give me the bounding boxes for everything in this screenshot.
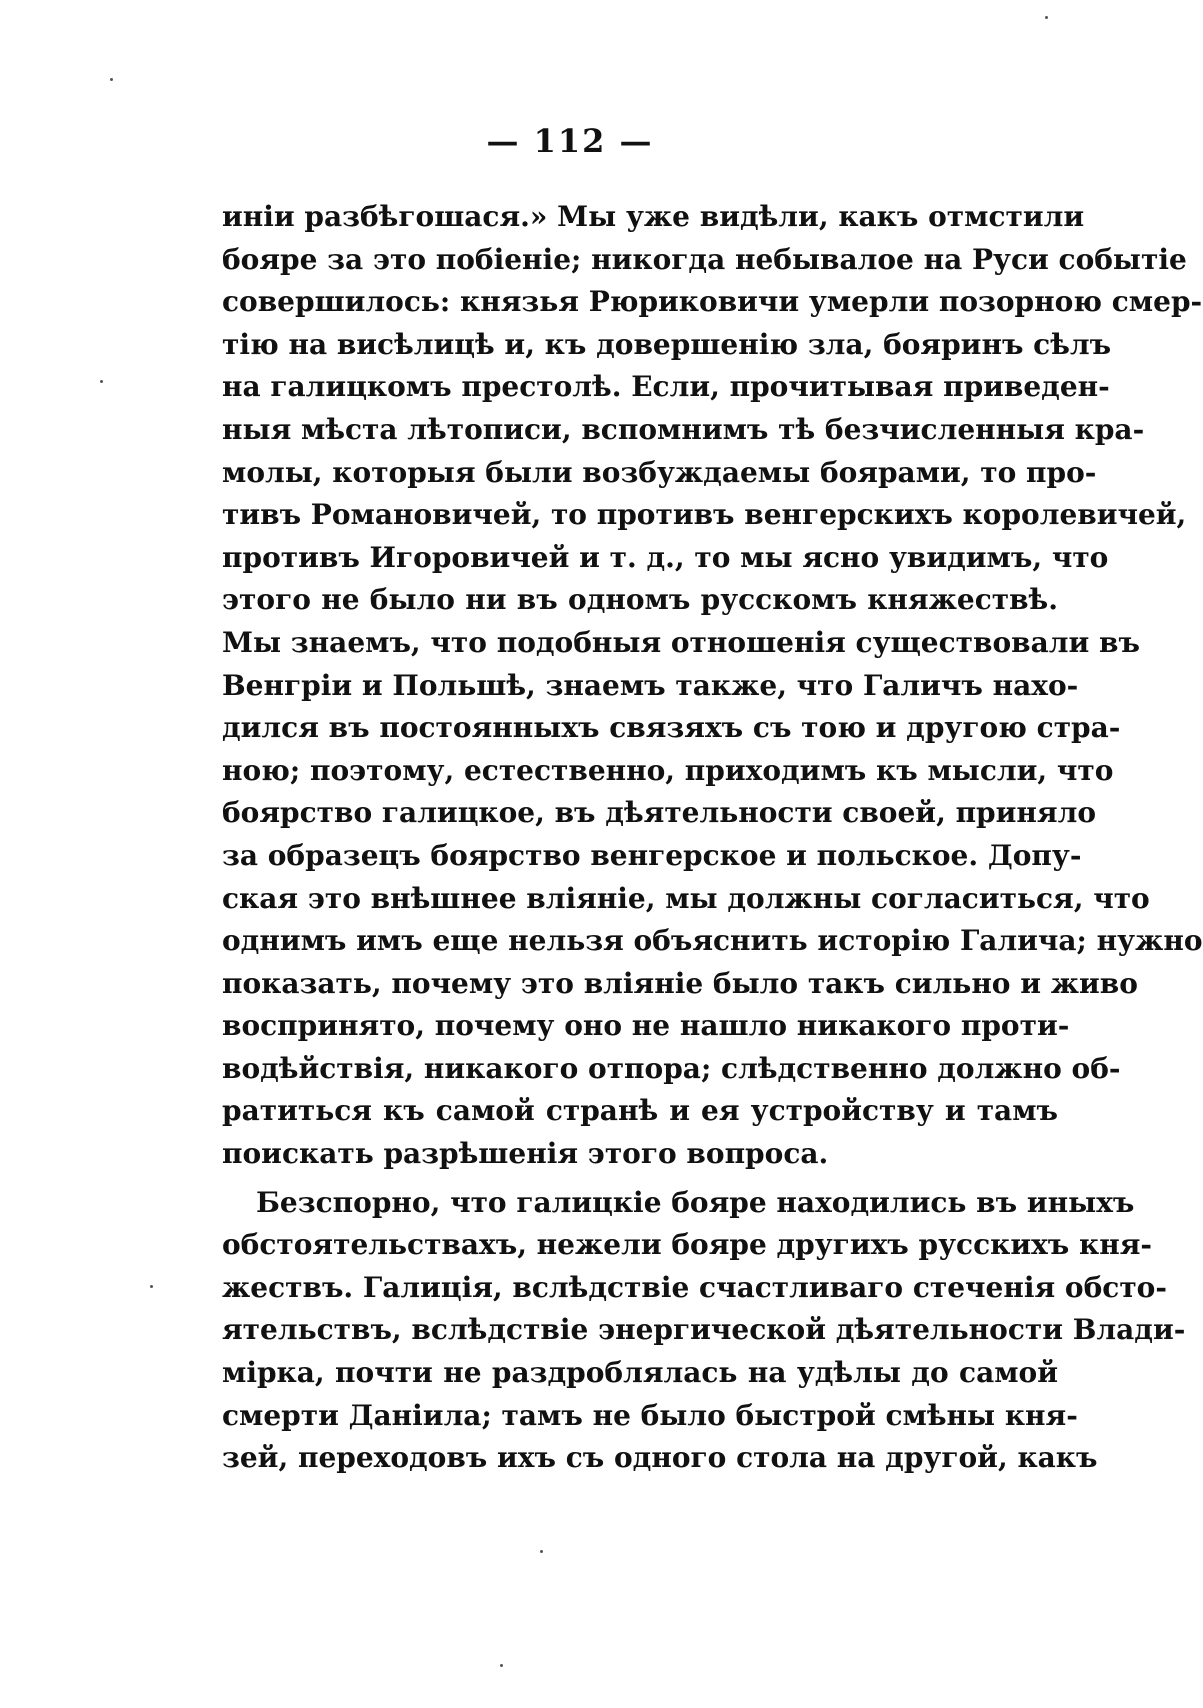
text-line: противъ Игоровичей и т. д., то мы ясно увидимъ, что bbox=[222, 540, 1109, 574]
text-line: тію на висѣлицѣ и, къ довершенію зла, бояринъ сѣлъ bbox=[222, 327, 1112, 361]
text-line: ратиться къ самой странѣ и ея устройству и тамъ bbox=[222, 1094, 1058, 1128]
scan-speck bbox=[100, 380, 103, 383]
text-line: обстоятельствахъ, нежели бояре другихъ русскихъ кня- bbox=[222, 1228, 1153, 1262]
text-line: тивъ Романовичей, то противъ венгерскихъ королевичей, bbox=[222, 498, 1187, 532]
scan-speck bbox=[1045, 16, 1048, 19]
text-line: смерти Даніила; тамъ не было быстрой смѣны кня- bbox=[222, 1398, 1078, 1432]
text-line: на галицкомъ престолѣ. Если, прочитывая приведен- bbox=[222, 370, 1110, 404]
text-line: молы, которыя были возбуждаемы боярами, то про- bbox=[222, 455, 1097, 489]
text-line: жествъ. Галиція, вслѣдствіе счастливаго стеченія обсто- bbox=[222, 1270, 1167, 1304]
text-line: дился въ постоянныхъ связяхъ съ тою и другою стра- bbox=[222, 711, 1121, 745]
text-line: бояре за это побіеніе; никогда небывалое на Руси событіе bbox=[222, 242, 1187, 276]
text-line: воспринято, почему оно не нашло никакого проти- bbox=[222, 1009, 1070, 1043]
scan-speck bbox=[110, 78, 113, 81]
scan-speck bbox=[500, 1664, 503, 1667]
body-text bbox=[222, 196, 1203, 1480]
text-line: боярство галицкое, въ дѣятельности своей, приняло bbox=[222, 796, 1097, 830]
text-line: ныя мѣста лѣтописи, вспомнимъ тѣ безчисленныя кра- bbox=[222, 412, 1145, 446]
text-line: мірка, почти не раздроблялась на удѣлы до самой bbox=[222, 1356, 1058, 1390]
text-line: ною; поэтому, естественно, приходимъ къ мысли, что bbox=[222, 753, 1114, 787]
text-line: Безспорно, что галицкіе бояре находились въ иныхъ bbox=[256, 1185, 1135, 1219]
text-line: этого не было ни въ одномъ русскомъ княжествѣ. bbox=[222, 583, 1058, 617]
text-line: однимъ имъ еще нельзя объяснить исторію Галича; нужно bbox=[222, 924, 1203, 958]
text-line: ская это внѣшнее вліяніе, мы должны согласиться, что bbox=[222, 881, 1150, 915]
text-line: водѣйствія, никакого отпора; слѣдственно должно об- bbox=[222, 1051, 1121, 1085]
text-line: поискать разрѣшенія этого вопроса. bbox=[222, 1137, 829, 1171]
text-line: зей, переходовъ ихъ съ одного стола на другой, какъ bbox=[222, 1441, 1098, 1475]
text-line: Венгріи и Польшѣ, знаемъ также, что Галичъ нахо- bbox=[222, 668, 1079, 702]
text-line: совершилось: князья Рюриковичи умерли позорною смер- bbox=[222, 285, 1203, 319]
page-number: — 112 — bbox=[486, 122, 654, 160]
text-line: иніи разбѣгошася.» Мы уже видѣли, какъ отмстили bbox=[222, 200, 1085, 233]
scan-speck bbox=[150, 1285, 153, 1288]
text-line: Мы знаемъ, что подобныя отношенія существовали въ bbox=[222, 625, 1140, 659]
text-line: ятельствъ, вслѣдствіе энергической дѣятельности Влади- bbox=[222, 1313, 1186, 1347]
text-line: показать, почему это вліяніе было такъ сильно и живо bbox=[222, 966, 1138, 1000]
scan-speck bbox=[540, 1550, 543, 1553]
text-line: за образецъ боярство венгерское и польское. Допу- bbox=[222, 838, 1082, 872]
